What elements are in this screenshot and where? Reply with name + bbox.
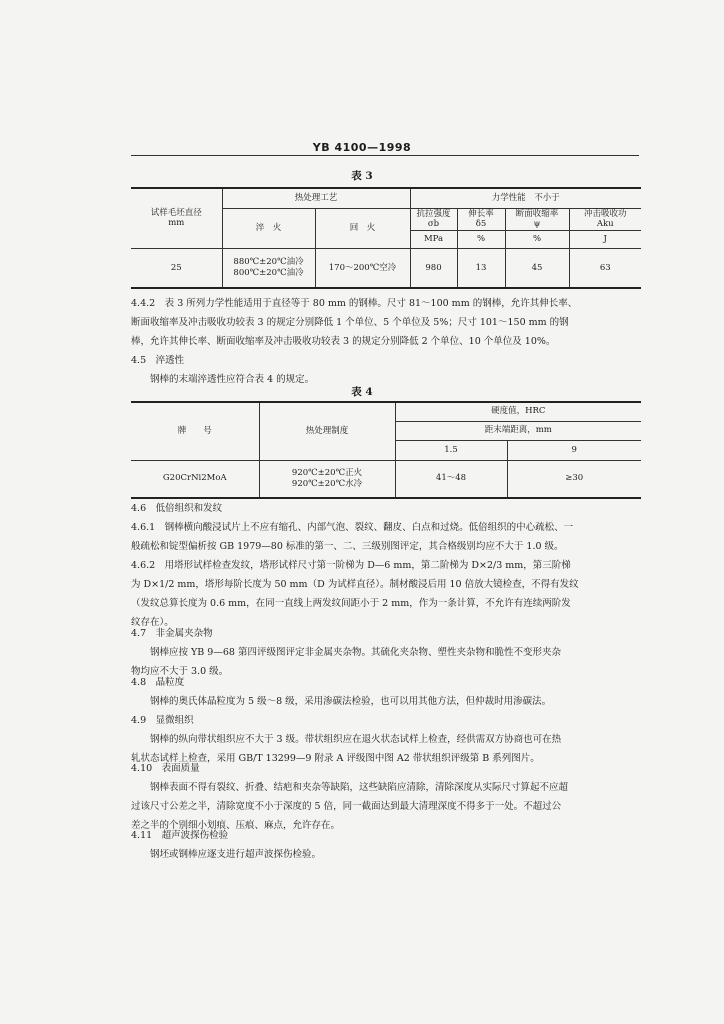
table3-header-tensile-symbol: σb	[427, 219, 440, 230]
table3-header-quench: 淬 火	[222, 208, 315, 248]
table3-header-reduction-symbol: ψ	[533, 219, 541, 230]
section-4-10-line2: 过该尺寸公差之半，清除宽度不小于深度的 5 倍，同一截面达到最大清理深度不得多于一处。不超过公	[131, 801, 562, 812]
paragraph-4-6-2-line3: （发纹总算长度为 0.6 mm，在同一直线上两发纹间距小于 2 mm，作为一条计算，不允许有连续两阶发	[131, 598, 571, 609]
table3-cell-temper: 170～200℃空冷	[315, 248, 410, 288]
table4-header-grade: 牌 号	[131, 402, 259, 460]
table3-cell-tensile: 980	[410, 248, 457, 288]
paragraph-4-4-2-line3: 棒，允许其伸长率、断面收缩率及冲击吸收功较表 3 的规定分别降低 2 个单位、10 个单位及 10%。	[131, 336, 556, 347]
paragraph-4-4-2	[131, 294, 641, 351]
table3-header-diameter-label: 试样毛坯直径	[150, 207, 202, 218]
table3-header-reduction-label: 断面收缩率	[515, 208, 559, 219]
section-4-11-heading: 4.11 超声波探伤检验	[131, 830, 229, 841]
table3-cell-diameter: 25	[131, 248, 222, 288]
paragraph-4-6-2-line1: 4.6.2 用塔形试样检查发纹，塔形试样尺寸第一阶梯为 D—6 mm，第二阶梯为 D×2/3 mm，第三阶梯	[131, 560, 571, 571]
table4-header-d1: 1.5	[395, 440, 507, 460]
section-4-7-line1: 钢棒应按 YB 9—68 第四评级图评定非金属夹杂物。其硫化夹杂物、塑性夹杂物和脆性不变形夹杂	[150, 647, 561, 658]
section-4-6-heading: 4.6 低倍组织和发纹	[131, 503, 223, 514]
section-4-9-line2: 轧状态试样上检查，采用 GB/T 13299—9 附录 A 评级图中图 A2 带状组织评级第 B 系列图片。	[131, 753, 540, 764]
paragraph-4-4-2-line1: 4.4.2 表 3 所列力学性能适用于直径等于 80 mm 的钢棒。尺寸 81～100 mm 的钢棒，允许其伸长率、	[131, 298, 578, 309]
section-4-7-line2: 物均应不大于 3.0 级。	[131, 666, 229, 677]
table3-cell-quench-line2: 800℃±20℃油冷	[233, 268, 304, 278]
section-4-10-line3: 差之半的个别细小划痕、压痕、麻点，允许存在。	[131, 820, 341, 831]
section-4-11-text: 钢坯或钢棒应逐支进行超声波探伤检验。	[150, 849, 322, 860]
table3-unit-impact: J	[569, 230, 641, 248]
table3-header-impact	[569, 208, 641, 230]
section-4-10-line1: 钢棒表面不得有裂纹、折叠、结疤和夹杂等缺陷，这些缺陷应清除，清除深度从实际尺寸算起不应超	[150, 782, 569, 793]
section-4-10-heading: 4.10 表面质量	[131, 763, 200, 774]
table4-cell-v2: ≥30	[507, 460, 641, 498]
section-4-5-heading: 4.5 淬透性	[131, 355, 185, 366]
table4-cell-heat-line2: 920℃±20℃水冷	[291, 478, 363, 489]
table3-header-impact-label: 冲击吸收功	[583, 208, 627, 219]
section-4-5-text: 钢棒的末端淬透性应符合表 4 的规定。	[150, 374, 315, 385]
table3-header-diameter	[131, 188, 222, 248]
table3-cell-quench-line1: 880℃±20℃油冷	[233, 257, 304, 268]
table4-header-distance: 距末端距离，mm	[395, 421, 641, 440]
section-4-7-heading: 4.7 非金属夹杂物	[131, 628, 213, 639]
table4-header-heat: 热处理制度	[259, 402, 395, 460]
table3-cell-reduction: 45	[505, 248, 569, 288]
section-4-8-text: 钢棒的奥氏体晶粒度为 5 级～8 级，采用渗碳法检验，也可以用其他方法，但仲裁时用渗碳法。	[150, 696, 552, 707]
table3-cell-impact: 63	[569, 248, 641, 288]
table4-cell-grade: G20CrNi2MoA	[131, 460, 259, 498]
table3-header-elong-label: 伸长率	[468, 208, 494, 219]
document-number: YB 4100—1998	[312, 141, 412, 154]
table3-header-tensile-label: 抗拉强度	[416, 208, 451, 219]
paragraph-4-6-2-line4: 纹存在）。	[131, 617, 174, 628]
table3-header-elong	[457, 208, 505, 230]
table4-cell-heat	[259, 460, 395, 498]
table3-header-mech: 力学性能 不小于	[410, 188, 641, 208]
table3-caption: 表 3	[351, 170, 373, 182]
table4-caption: 表 4	[351, 386, 373, 398]
paragraph-4-6-2-line2: 为 D×1/2 mm，塔形每阶长度为 50 mm（D 为试样直径）。制材酸浸后用 10 倍放大镜检查，不得有发纹	[131, 579, 579, 590]
section-4-9-line1: 钢棒的纵向带状组织应不大于 3 级。带状组织应在退火状态试样上检查，经供需双方协商也可在热	[150, 734, 562, 745]
table3-unit-tensile: MPa	[410, 230, 457, 248]
table3-header-heat: 热处理工艺	[222, 188, 410, 208]
paragraph-4-6-1-line1: 4.6.1 钢棒横向酸浸试片上不应有缩孔、内部气泡、裂纹、翻皮、白点和过烧。低倍组织的中心疏松、一	[131, 522, 574, 533]
table3-cell-quench	[222, 248, 315, 288]
paragraph-4-6-1-line2: 般疏松和锭型偏析按 GB 1979—80 标准的第一、二、三级别图评定，其合格级别均应不大于 1.0 级。	[131, 541, 564, 552]
table3-unit-elong: %	[457, 230, 505, 248]
table3-header-diameter-unit: mm	[168, 218, 185, 229]
table3-header-tensile	[410, 208, 457, 230]
table4-header-d2: 9	[507, 440, 641, 460]
section-4-9-heading: 4.9 显微组织	[131, 715, 194, 726]
table3-unit-reduction: %	[505, 230, 569, 248]
table3-header-temper: 回 火	[315, 208, 410, 248]
table4-cell-v1: 41～48	[395, 460, 507, 498]
table4-cell-heat-line1: 920℃±20℃正火	[291, 468, 363, 479]
table3-header-elong-symbol: δ5	[475, 219, 487, 230]
table3-cell-elong: 13	[457, 248, 505, 288]
table3	[131, 187, 641, 289]
table3-header-impact-symbol: Aku	[596, 219, 614, 230]
table4	[131, 401, 641, 499]
table4-header-hardness: 硬度值，HRC	[395, 402, 641, 421]
paragraph-4-6-2	[131, 556, 641, 632]
table3-header-reduction	[505, 208, 569, 230]
paragraph-4-4-2-line2: 断面收缩率及冲击吸收功较表 3 的规定分别降低 1 个单位、5 个单位及 5%；尺寸 101～150 mm 的钢	[131, 317, 569, 328]
paragraph-4-6-1	[131, 518, 641, 556]
header-rule	[131, 155, 639, 156]
section-4-8-heading: 4.8 晶粒度	[131, 677, 185, 688]
